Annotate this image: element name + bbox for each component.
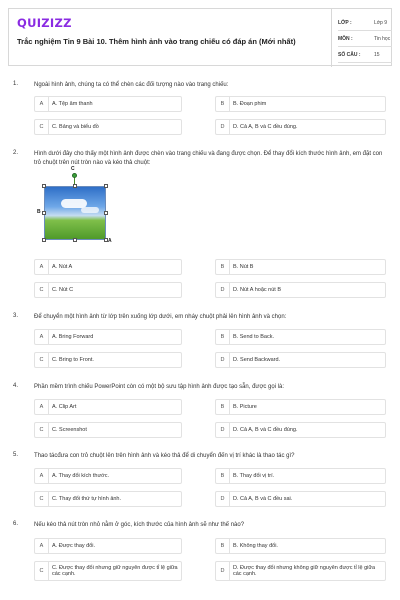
option-text: C. Nút C — [52, 286, 74, 293]
meta-row-count — [338, 49, 392, 63]
option-b[interactable] — [215, 468, 386, 484]
question-number: 2. — [13, 150, 19, 156]
option-letter: B — [216, 400, 230, 414]
question-text: Ngoài hình ảnh, chúng ta có thể chèn các đối tượng nào vào trang chiếu: — [34, 82, 229, 88]
resize-handle-top — [73, 184, 77, 188]
question-text: Thao tácđưa con trỏ chuột lên trên hình ảnh và kéo thả để di chuyển đến vị trí khác là thao tác gì? — [34, 453, 295, 459]
meta-row-subject — [338, 33, 392, 47]
option-letter: D — [216, 492, 230, 506]
question-number: 1. — [13, 81, 19, 87]
option-text: D. Nút A hoặc nút B — [233, 286, 282, 293]
meta-panel — [331, 9, 393, 67]
meta-value: 15 — [374, 52, 380, 58]
option-d[interactable] — [215, 422, 386, 438]
resize-handle-right — [104, 211, 108, 215]
option-text: A. Bring Forward — [52, 333, 94, 340]
option-letter: B — [216, 539, 230, 553]
option-text: C. Bring to Front. — [52, 356, 94, 363]
option-text: A. Thay đổi kích thước. — [52, 472, 110, 479]
option-c[interactable] — [34, 491, 182, 507]
option-letter: B — [216, 330, 230, 344]
option-letter: C — [35, 353, 49, 367]
option-letter: A — [35, 539, 49, 553]
option-a[interactable] — [34, 259, 182, 275]
option-a[interactable] — [34, 329, 182, 345]
question-number: 3. — [13, 313, 19, 319]
document-header — [8, 8, 392, 66]
option-letter: D — [216, 353, 230, 367]
option-letter: A — [35, 97, 49, 111]
option-letter: A — [35, 260, 49, 274]
option-c[interactable] — [34, 352, 182, 368]
option-letter: B — [216, 260, 230, 274]
meta-value: Lớp 9 — [374, 20, 388, 26]
resize-handle-left — [42, 211, 46, 215]
option-letter: B — [216, 97, 230, 111]
option-letter: C — [35, 423, 49, 437]
option-a[interactable] — [34, 538, 182, 554]
option-text: B. Nút B — [233, 263, 254, 270]
option-d[interactable] — [215, 282, 386, 298]
option-letter: D — [216, 120, 230, 134]
option-a[interactable] — [34, 399, 182, 415]
option-text: C. Được thay đổi nhưng giữ nguyên được tỉ lệ giữa các cạnh. — [52, 564, 178, 577]
question-number: 5. — [13, 452, 19, 458]
option-d[interactable] — [215, 561, 386, 581]
option-letter: D — [216, 423, 230, 437]
option-letter: A — [35, 469, 49, 483]
cloud-shape — [81, 207, 99, 213]
resize-handle-top-left — [42, 184, 46, 188]
option-text: B. Picture — [233, 403, 257, 410]
option-letter: C — [35, 492, 49, 506]
question-number: 4. — [13, 383, 19, 389]
option-text: A. Clip Art — [52, 403, 77, 410]
resize-handle-bottom-left — [42, 238, 46, 242]
option-text: B. Send to Back. — [233, 333, 274, 340]
question-text: Nếu kéo thả nút tròn nhỏ nằm ở góc, kích thước của hình ảnh sẽ như thế nào? — [34, 522, 245, 528]
resize-handle-top-right — [104, 184, 108, 188]
option-c[interactable] — [34, 561, 182, 581]
figure-label-a: A — [108, 238, 112, 244]
resize-handle-bottom — [73, 238, 77, 242]
option-text: D. Cả A, B và C đều đúng. — [233, 426, 298, 433]
option-b[interactable] — [215, 259, 386, 275]
option-c[interactable] — [34, 282, 182, 298]
option-d[interactable] — [215, 352, 386, 368]
option-letter: A — [35, 330, 49, 344]
figure-label-c: C — [71, 166, 75, 172]
option-b[interactable] — [215, 96, 386, 112]
quizizz-logo: QUIZIZZ — [17, 16, 72, 30]
landscape-image — [44, 186, 106, 240]
figure-label-b: B — [37, 209, 41, 215]
question-text: Để chuyển một hình ảnh từ lớp trên xuống lớp dưới, em nháy chuột phải lên hình ảnh và chọn: — [34, 314, 287, 320]
option-letter: A — [35, 400, 49, 414]
option-b[interactable] — [215, 538, 386, 554]
option-a[interactable] — [34, 468, 182, 484]
option-b[interactable] — [215, 399, 386, 415]
option-text: B. Thay đổi vị trí. — [233, 472, 275, 479]
option-c[interactable] — [34, 119, 182, 135]
option-letter: B — [216, 469, 230, 483]
meta-key: MÔN : — [338, 36, 353, 42]
option-letter: D — [216, 562, 230, 580]
option-text: B. Đoạn phim — [233, 100, 267, 107]
meta-value: Tin học — [374, 36, 391, 42]
option-text: D. Send Backward. — [233, 356, 281, 363]
meta-key: SỐ CÂU : — [338, 52, 361, 58]
meta-row-class — [338, 17, 392, 31]
option-text: D. Cả A, B và C đều đúng. — [233, 123, 298, 130]
question-number: 6. — [13, 521, 19, 527]
option-text: A. Được thay đổi. — [52, 542, 96, 549]
option-text: D. Được thay đổi nhưng không giữ nguyên được tỉ lệ giữa các cạnh. — [233, 564, 376, 577]
option-d[interactable] — [215, 119, 386, 135]
option-text: C. Thay đổi thứ tự hình ảnh. — [52, 495, 122, 502]
option-letter: C — [35, 283, 49, 297]
meta-key: LỚP : — [338, 20, 352, 26]
option-text: C. Bảng và biểu đồ — [52, 123, 99, 130]
option-letter: D — [216, 283, 230, 297]
option-letter: C — [35, 120, 49, 134]
option-text: D. Cả A, B và C đều sai. — [233, 495, 293, 502]
selected-image-figure — [37, 166, 112, 244]
option-text: B. Không thay đổi. — [233, 542, 278, 549]
rotation-handle — [72, 173, 77, 178]
question-text: Hình dưới đây cho thấy một hình ảnh được chèn vào trang chiếu và đang được chọn. Để thay đổi kích thước hình ảnh, em đặt con trỏ chuột trên nút tròn nào và kéo thả chuột: — [34, 151, 383, 166]
option-d[interactable] — [215, 491, 386, 507]
option-b[interactable] — [215, 329, 386, 345]
option-letter: C — [35, 562, 49, 580]
option-c[interactable] — [34, 422, 182, 438]
option-text: A. Nút A — [52, 263, 73, 270]
document-title: Trắc nghiệm Tin 9 Bài 10. Thêm hình ảnh vào trang chiếu có đáp án (Mới nhất) — [17, 37, 296, 46]
question-text: Phần mềm trình chiếu PowerPoint còn có một bộ sưu tập hình ảnh được tạo sẵn, được gọi là: — [34, 384, 285, 390]
option-a[interactable] — [34, 96, 182, 112]
option-text: C. Screenshot — [52, 426, 87, 433]
option-text: A. Tệp âm thanh — [52, 100, 93, 107]
